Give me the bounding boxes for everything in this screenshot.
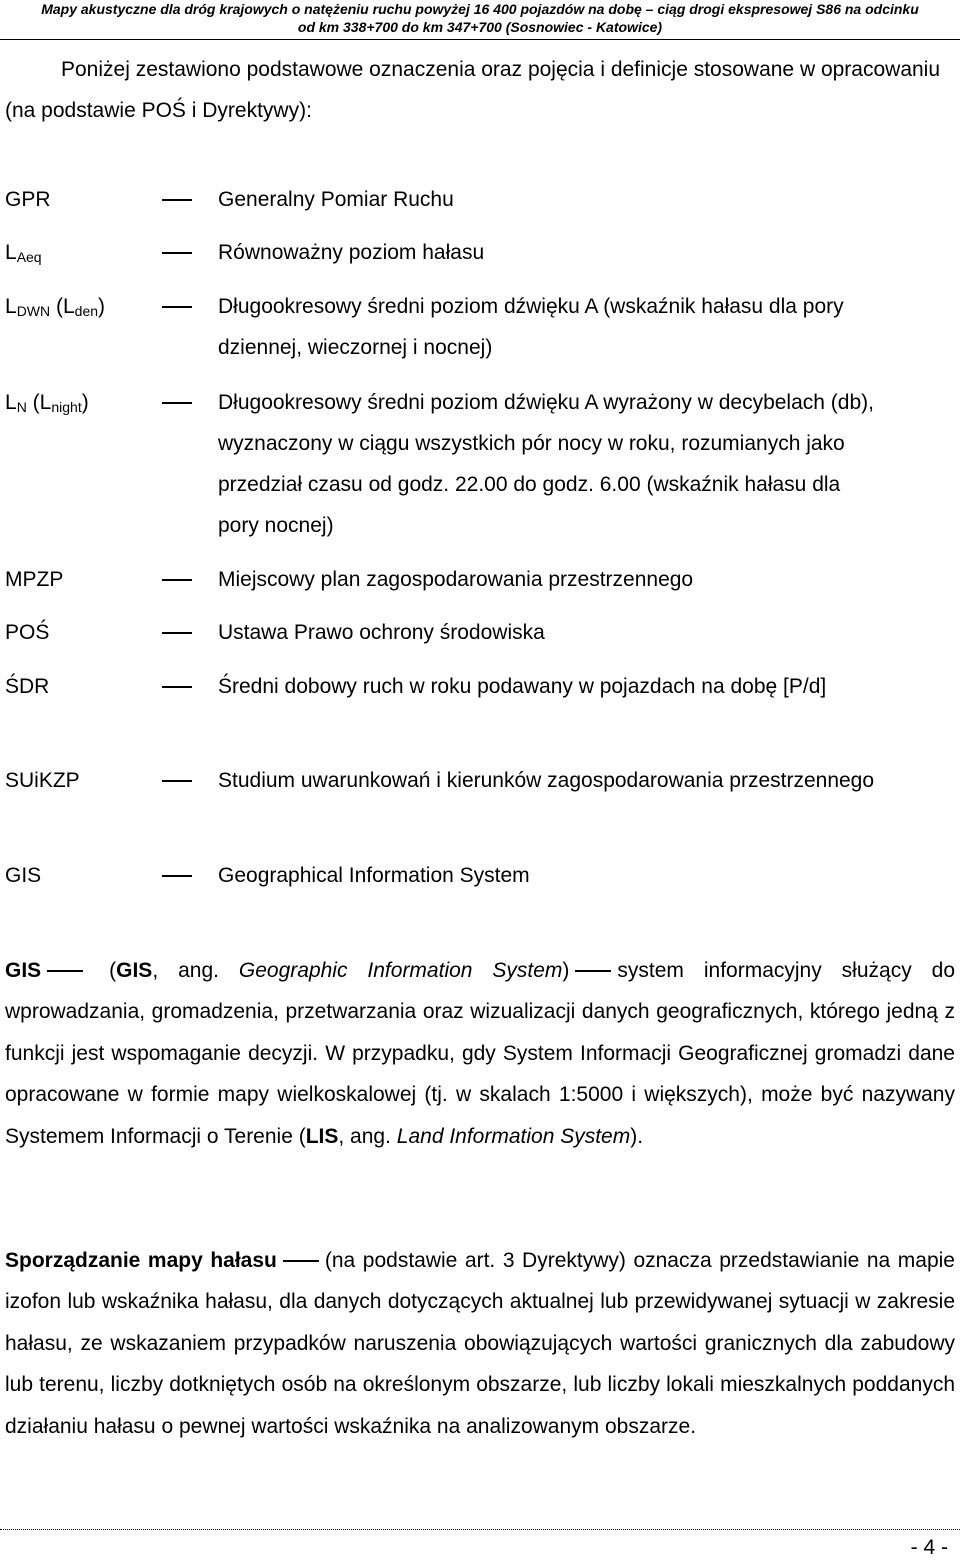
definition-text: Średni dobowy ruch w roku podawany w pojazdach na dobę [P/d]: [218, 675, 827, 698]
definition-text: Studium uwarunkowań i kierunków zagospodarowania przestrzennego: [218, 769, 875, 792]
definition-abbr: POŚ: [5, 621, 50, 644]
definition-dash: [162, 579, 192, 581]
intro-paragraph: Poniżej zestawiono podstawowe oznaczenia oraz pojęcia i definicje stosowane w opracowaniu (na podstawie POŚ i Dyrektywy):: [5, 58, 941, 122]
definition-text: Generalny Pomiar Ruchu: [218, 188, 454, 211]
header-line-2: od km 338+700 do km 347+700 (Sosnowiec - Katowice): [297, 19, 663, 35]
header-rule: [0, 39, 960, 40]
definition-text: Ustawa Prawo ochrony środowiska: [218, 621, 545, 644]
definition-dash: [162, 686, 192, 688]
definition-text: Długookresowy średni poziom dźwięku A wyrażony w decybelach (db), wyznaczony w ciągu wszystkich pór nocy w roku, rozumianych jako przedział czasu od godz. 22.00 do godz. 6.00 (wskaźnik hałasu dla pory nocnej): [218, 391, 874, 537]
term-dash: [575, 970, 611, 972]
page-number: - 4 -: [910, 1536, 948, 1559]
definition-abbr: $L_{Aeq}$: [5, 241, 42, 265]
definition-dash: [162, 306, 192, 308]
definition-text: Długookresowy średni poziom dźwięku A (wskaźnik hałasu dla pory dziennej, wieczornej i nocnej): [218, 295, 844, 359]
definition-abbr: ŚDR: [5, 675, 50, 698]
definition-dash: [162, 402, 192, 404]
definition-text: Miejscowy plan zagospodarowania przestrzennego: [218, 568, 694, 591]
mapping-paragraph: Sporządzanie mapy hałasu (na podstawie art. 3 Dyrektywy) oznacza przedstawianie na mapie izofon lub wskaźnika hałasu, dla danych dotyczących aktualnej lub przewidywanej sytuacji w zakresie hałasu, ze wskazaniem przypadków naruszenia obowiązujących wartości granicznych dla zabudowy lub terenu, liczby dotkniętych osób na określonym obszarze, lub liczby lokali mieszkalnych poddanych działaniu hałasu o pewnej wartości wskaźnika na analizowanym obszarze.: [5, 1249, 955, 1438]
definition-abbr: $L_N$ $(L_{night})$: [5, 391, 89, 415]
gis-term: GIS: [5, 959, 42, 982]
header-line-1: Mapy akustyczne dla dróg krajowych o natężeniu ruchu powyżej 16 400 pojazdów na dobę – ciąg drogi ekspresowej S86 na odcinku: [41, 1, 919, 17]
definition-dash: [162, 252, 192, 254]
definition-abbr: GPR: [5, 188, 51, 211]
term-dash: [283, 1260, 319, 1262]
definition-dash: [162, 632, 192, 634]
mapping-term: Sporządzanie mapy hałasu: [5, 1249, 277, 1272]
definition-dash: [162, 780, 192, 782]
running-header: [0, 0, 960, 38]
definition-text: Geographical Information System: [218, 864, 530, 887]
definition-abbr: GIS: [5, 864, 42, 887]
footer-rule: [0, 1529, 960, 1530]
gis-paragraph: GIS (GIS, ang. Geographic Information System) system informacyjny służący do wprowadzania, gromadzenia, przetwarzania oraz wizualizacji danych geograficznych, którego jedną z funkcji jest wspomaganie decyzji. W przypadku, gdy System Informacji Geograficznej gromadzi dane opracowane w formie mapy wielkoskalowej (tj. w skalach 1:5000 i większych), może być nazywany Systemem Informacji o Terenie (LIS, ang. Land Information System).: [5, 959, 955, 1148]
definition-abbr: MPZP: [5, 568, 64, 591]
term-dash: [47, 970, 83, 972]
definition-text: Równoważny poziom hałasu: [218, 241, 485, 264]
definition-abbr: $L_{DWN}$ $(L_{den})$: [5, 295, 106, 319]
definition-abbr: SUiKZP: [5, 769, 80, 792]
definition-dash: [162, 875, 192, 877]
definition-dash: [162, 199, 192, 201]
